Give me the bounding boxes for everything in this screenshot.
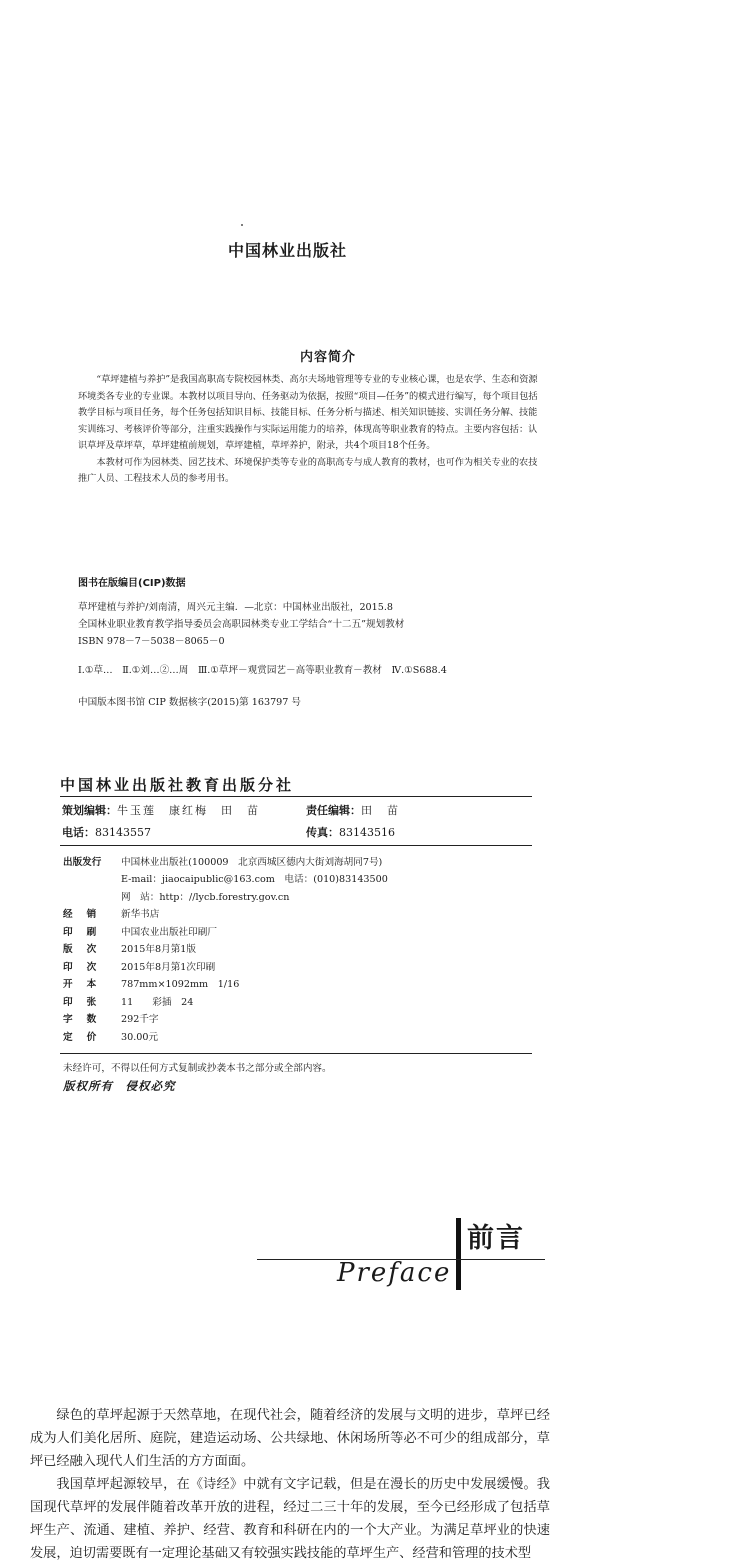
phone-value: 83143557	[95, 826, 151, 839]
colophon-value: 11 彩插 24	[121, 996, 194, 1008]
preface-title-en: Preface	[337, 1258, 452, 1288]
divider	[60, 796, 532, 797]
planning-editor-label: 策划编辑：	[62, 804, 117, 817]
phone-line	[62, 824, 151, 840]
colophon-label: 经销	[63, 909, 111, 921]
colophon-website: 网 站：http：//lycb.forestry.gov.cn	[121, 891, 290, 903]
colophon	[63, 852, 533, 1045]
colophon-row	[63, 905, 533, 923]
preface-paragraph: 绿色的草坪起源于天然草地，在现代社会，随着经济的发展与文明的进步，草坪已经成为人们美化居所、庭院，建造运动场、公共绿地、休闲场所等必不可少的组成部分，草坪已经融入现代人们生活的方方面面。	[30, 1408, 550, 1469]
publisher-name: 中国林业出版社	[228, 241, 348, 260]
summary-body	[78, 372, 546, 488]
colophon-label: 印张	[63, 996, 111, 1008]
colophon-label: 定价	[63, 1031, 111, 1043]
colophon-label: 开本	[63, 979, 111, 991]
colophon-value: 新华书店	[121, 909, 160, 921]
divider	[60, 845, 532, 846]
colophon-label: 字数	[63, 1014, 111, 1026]
fax-label: 传真：	[306, 826, 339, 839]
planning-editor-value: 牛玉莲 康红梅 田 苗	[117, 804, 260, 817]
colophon-value: 中国农业出版社印刷厂	[121, 926, 217, 938]
colophon-email: E-mail：jiaocaipublic@163.com 电话：(010)83143500	[121, 874, 388, 886]
summary-paragraph: “草坪建植与养护”是我国高职高专院校园林类、高尔夫场地管理等专业的专业核心课，也是农学、生态和资源环境类各专业的专业课。本教材以项目导向、任务驱动为依据，按照“项目—任务”的模式进行编写，每个项目包括教学目标与项目任务，每个任务包括知识目标、技能目标、任务分析与描述、相关知识链接、实训任务分解、技能实训练习、考核评价等部分，注重实践操作与实际运用能力的培养，体现高等职业教育的特点。主要内容包括：认识草坪及草坪草，草坪建植前规划，草坪建植，草坪养护，附录，共4个项目18个任务。	[78, 374, 538, 451]
summary-paragraph: 本教材可作为园林类、园艺技术、环境保护类等专业的高职高专与成人教育的教材，也可作为相关专业的农技推广人员、工程技术人员的参考用书。	[78, 456, 538, 484]
cip-line: ISBN 978－7－5038－8065－0	[78, 636, 225, 647]
colophon-row	[63, 852, 533, 870]
colophon-row	[63, 975, 533, 993]
colophon-value: 292千字	[121, 1014, 159, 1026]
colophon-row	[63, 940, 533, 958]
planning-editor-line	[62, 802, 260, 818]
rights-reserved: 版权所有 侵权必究	[63, 1079, 176, 1093]
colophon-row	[63, 1027, 533, 1045]
cip-block	[78, 599, 447, 679]
copyright-notice: 未经许可，不得以任何方式复制或抄袭本书之部分或全部内容。	[63, 1063, 332, 1074]
branch-name: 中国林业出版社教育出版分社	[60, 776, 295, 794]
colophon-row	[63, 1010, 533, 1028]
fax-value: 83143516	[339, 826, 395, 839]
colophon-row	[63, 922, 533, 940]
preface-paragraph: 我国草坪起源较早，在《诗经》中就有文字记载，但是在漫长的历史中发展缓慢。我国现代草坪的发展伴随着改革开放的进程，经过二三十年的发展，至今已经形成了包括草坪生产、流通、建植、养护、经营、教育和科研在内的一个大产业。为满足草坪业的快速发展，迫切需要既有一定理论基础又有较强实践技能的草坪生产、经营和管理的技术型	[30, 1477, 550, 1561]
responsible-editor-value: 田 苗	[361, 804, 400, 817]
phone-label: 电话：	[62, 826, 95, 839]
cip-line: 全国林业职业教育教学指导委员会高职园林类专业工学结合“十二五”规划教材	[78, 619, 405, 630]
cip-line: 草坪建植与养护/刘南清，周兴元主编．—北京：中国林业出版社，2015.8	[78, 602, 394, 613]
colophon-value: 30.00元	[121, 1031, 159, 1043]
colophon-row	[63, 957, 533, 975]
colophon-row	[63, 992, 533, 1010]
responsible-editor-line	[306, 802, 400, 818]
cip-title: 图书在版编目(CIP)数据	[78, 578, 186, 589]
preface-body	[30, 1404, 550, 1565]
colophon-label: 版次	[63, 944, 111, 956]
colophon-label: 印次	[63, 961, 111, 973]
colophon-value: 2015年8月第1次印刷	[121, 961, 216, 973]
preface-title-bar	[456, 1218, 461, 1290]
summary-title: 内容简介	[300, 350, 357, 365]
colophon-label: 印刷	[63, 926, 111, 938]
cip-classification: Ⅰ.①草… Ⅱ.①刘…②…周 Ⅲ.①草坪－观赏园艺－高等职业教育－教材 Ⅳ.①S688.4	[78, 665, 447, 676]
colophon-value: 787mm×1092mm 1/16	[121, 979, 240, 991]
colophon-value: 2015年8月第1版	[121, 944, 196, 956]
preface-title-cn: 前言	[467, 1223, 525, 1254]
colophon-label: 出版发行	[63, 856, 102, 868]
cip-record: 中国版本图书馆 CIP 数据核字(2015)第 163797 号	[78, 697, 302, 708]
colophon-value: 中国林业出版社(100009 北京西城区德内大街刘海胡同7号)	[121, 856, 383, 868]
responsible-editor-label: 责任编辑：	[306, 804, 361, 817]
fax-line	[306, 824, 395, 840]
divider	[60, 1053, 532, 1054]
speck-mark	[241, 224, 243, 226]
